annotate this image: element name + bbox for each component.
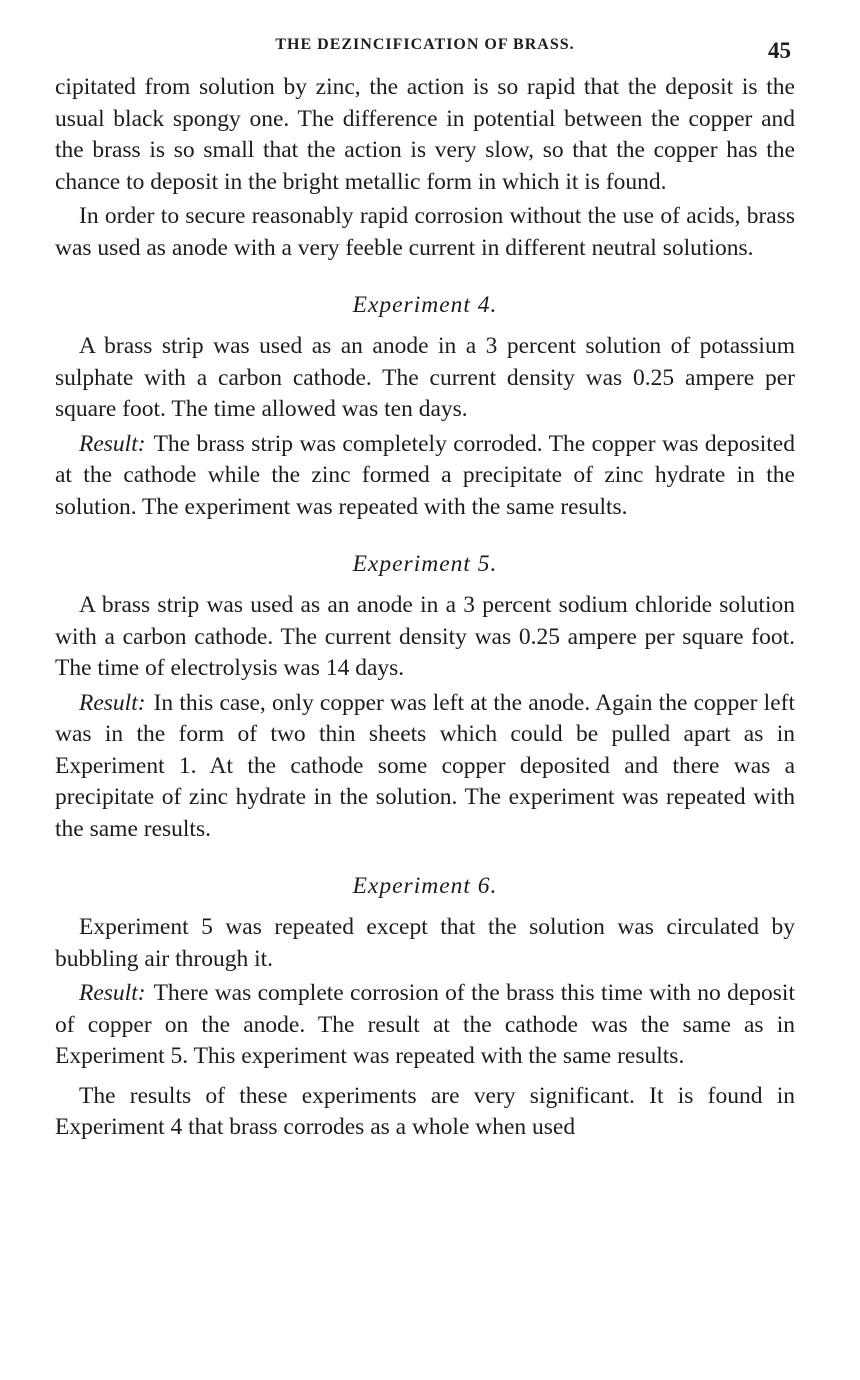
- result-text: The brass strip was completely corroded. The copper was deposited at the cathode while the zinc formed a precipitate of zinc hydrate in the solution. The experiment was repeated with the same results.: [55, 430, 795, 520]
- experiment-6-result: [55, 978, 795, 1073]
- page-header: [55, 28, 795, 72]
- experiment-4-result: [55, 429, 795, 524]
- paragraph-method: In order to secure reasonably rapid corrosion without the use of acids, brass was used as anode with a very feeble current in different neutral solutions.: [55, 203, 795, 261]
- experiment-5-description: A brass strip was used as an anode in a 3 percent sodium chloride solution with a carbon cathode. The current density was 0.25 ampere per square foot. The time of electrolysis was 14 days.: [55, 592, 795, 681]
- experiment-6-description: Experiment 5 was repeated except that the solution was circulated by bubbling air through it.: [55, 914, 795, 972]
- result-text: In this case, only copper was left at the anode. Again the copper left was in the form of two thin sheets which could be pulled apart as in Experiment 1. At the cathode some copper deposited and there was a precipitate of zinc hydrate in the solution. The experiment was repeated with the same results.: [55, 689, 795, 842]
- paragraph-continued: cipitated from solution by zinc, the action is so rapid that the deposit is the usual black spongy one. The difference in potential between the copper and the brass is so small that the action is very slow, so that the copper has the chance to deposit in the bright metallic form in which it is found.: [55, 74, 795, 195]
- experiment-5-result: [55, 688, 795, 846]
- heading-experiment-6: Experiment 6.: [352, 873, 498, 899]
- result-label: Result:: [79, 689, 146, 716]
- paragraph-conclusion: The results of these experiments are very significant. It is found in Experiment 4 that brass corrodes as a whole when used: [55, 1082, 795, 1140]
- experiment-4-description: A brass strip was used as an anode in a 3 percent solution of potassium sulphate with a carbon cathode. The current density was 0.25 ampere per square foot. The time allowed was ten days.: [55, 333, 795, 422]
- running-head: THE DEZINCIFICATION OF BRASS.: [275, 36, 575, 53]
- result-label: Result:: [79, 430, 146, 457]
- result-label: Result:: [79, 980, 146, 1006]
- heading-experiment-4: Experiment 4.: [352, 292, 498, 318]
- heading-experiment-5: Experiment 5.: [352, 551, 498, 577]
- book-page: [55, 28, 795, 1144]
- result-text: There was complete corrosion of the brass this time with no deposit of copper on the anode. The result at the cathode was the same as in Experiment 5. This experiment was repeated with the same results.: [55, 980, 795, 1069]
- page-number: 45: [768, 38, 791, 63]
